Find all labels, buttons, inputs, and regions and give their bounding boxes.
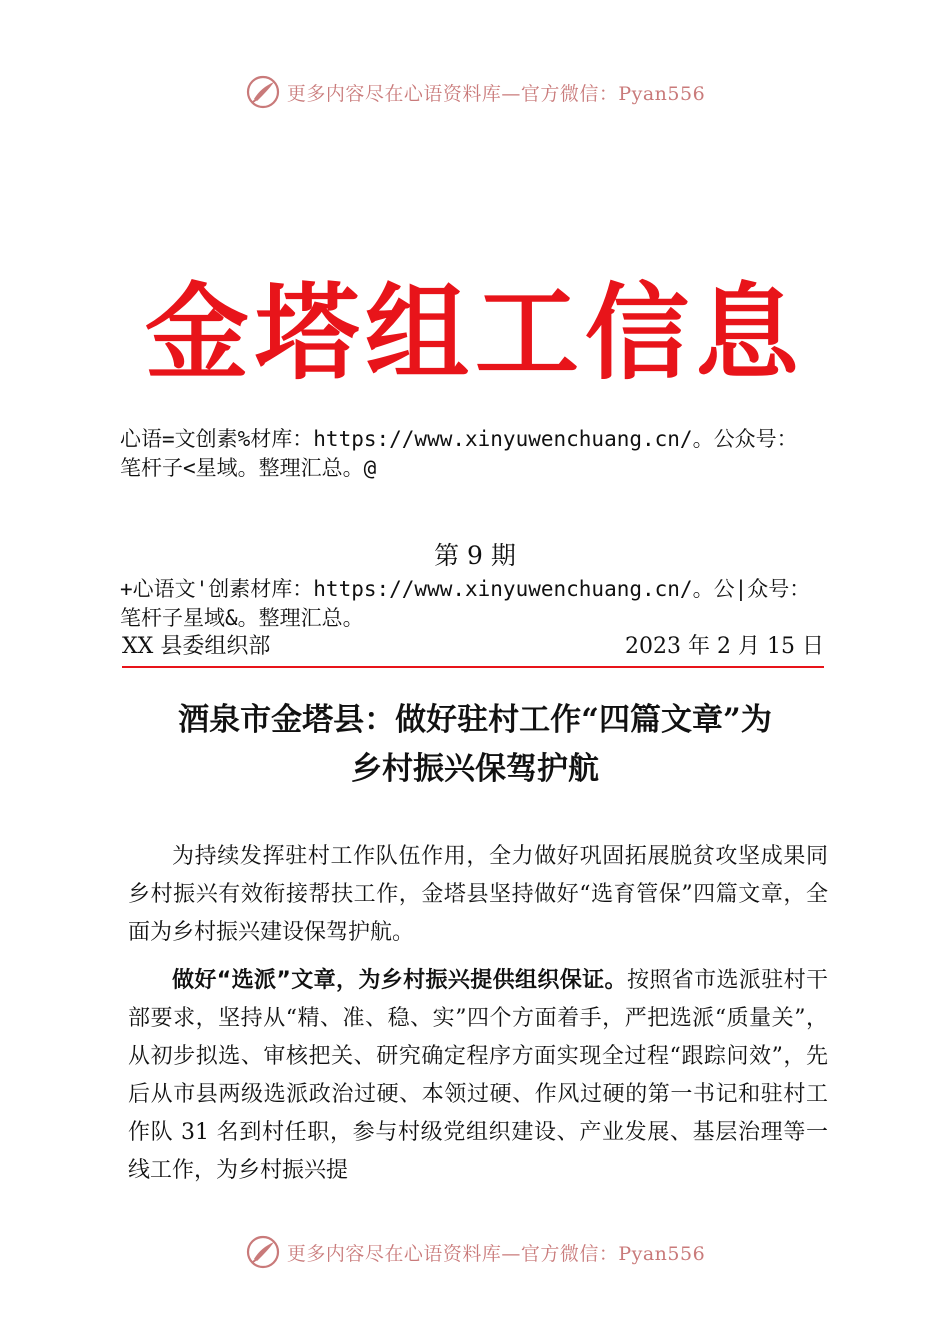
- overlay-note-2-line2: 笔杆子星域&。整理汇总。: [120, 606, 364, 630]
- article-paragraph-2: [128, 962, 828, 1190]
- publisher: XX 县委组织部: [122, 634, 271, 659]
- article-title-line1: 酒泉市金塔县：做好驻村工作“四篇文章”为: [178, 702, 772, 738]
- publish-date: 2023 年 2 月 15 日: [625, 634, 824, 659]
- brush-logo-icon: [245, 1234, 281, 1270]
- masthead-title: 金塔组工信息: [144, 272, 805, 394]
- watermark-footer: [0, 1232, 950, 1272]
- paragraph-2-lead: 做好“选派”文章，为乡村振兴提供组织保证。: [172, 968, 627, 993]
- overlay-note-1-line1: 心语=文创素%材库：https://www.xinyuwenchuang.cn/。公众号：: [120, 427, 798, 451]
- brush-logo-icon: [245, 74, 281, 110]
- overlay-note-1: [120, 425, 880, 483]
- overlay-note-2-line1: +心语文'创素材库：https://www.xinyuwenchuang.cn/。公|众号：: [120, 577, 811, 601]
- paragraph-2-body: 按照省市选派驻村干部要求，坚持从“精、准、稳、实”四个方面着手，严把选派“质量关”，从初步拟选、审核把关、研究确定程序方面实现全过程“跟踪问效”，先后从市县两级选派政治过硬、本领过硬、作风过硬的第一书记和驻村工作队 31 名到村任职，参与村级党组织建设、产业发展、基层治理等一线工作，为乡村振兴提: [128, 968, 828, 1183]
- article-title: [100, 696, 850, 794]
- watermark-header: [0, 72, 950, 112]
- issue-number: 第 9 期: [434, 541, 516, 570]
- watermark-text: 更多内容尽在心语资料库—官方微信：Pyan556: [286, 1242, 706, 1265]
- overlay-note-2: [120, 575, 880, 633]
- article-paragraph-1: 为持续发挥驻村工作队伍作用，全力做好巩固拓展脱贫攻坚成果同乡村振兴有效衔接帮扶工作，金塔县坚持做好“选育管保”四篇文章，全面为乡村振兴建设保驾护航。: [128, 844, 828, 945]
- red-divider: [122, 666, 824, 668]
- article-title-line2: 乡村振兴保驾护航: [351, 751, 599, 787]
- overlay-note-1-line2: 笔杆子<星域。整理汇总。@: [120, 456, 377, 480]
- watermark-text: 更多内容尽在心语资料库—官方微信：Pyan556: [286, 82, 706, 105]
